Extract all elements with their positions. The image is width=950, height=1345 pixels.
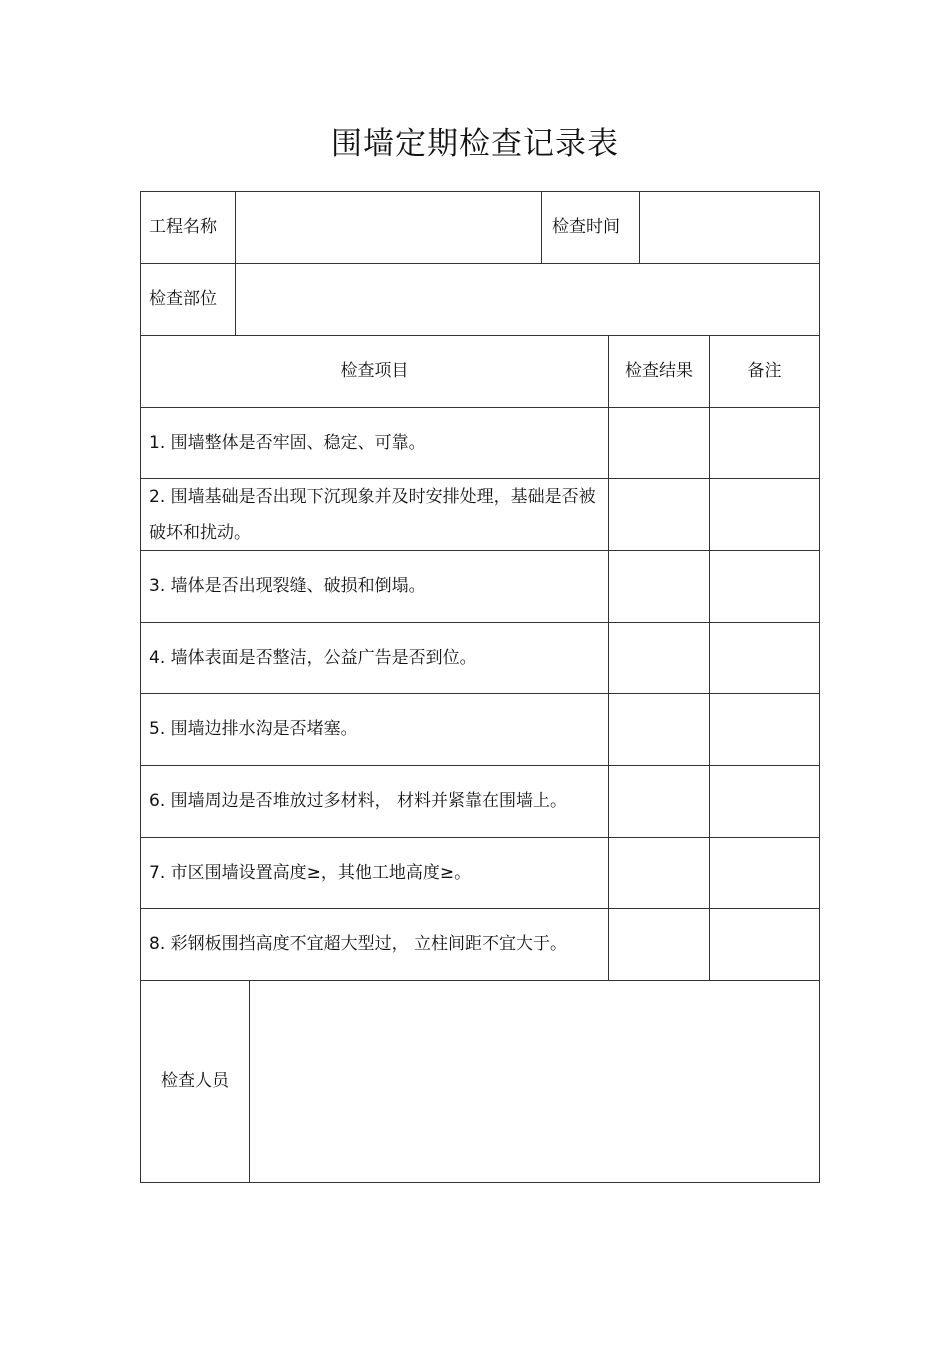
check-remark-4[interactable] — [709, 622, 820, 694]
check-remark-8[interactable] — [709, 908, 820, 981]
check-item-7: 7. 市区围墙设置高度≥，其他工地高度≥。 — [140, 837, 609, 909]
check-location-field[interactable] — [235, 263, 820, 336]
project-name-field[interactable] — [235, 191, 542, 264]
check-item-3: 3. 墙体是否出现裂缝、破损和倒塌。 — [140, 550, 609, 623]
inspector-field[interactable] — [249, 980, 820, 1183]
check-item-6: 6. 围墙周边是否堆放过多材料， 材料并紧靠在围墙上。 — [140, 765, 609, 838]
check-remark-5[interactable] — [709, 693, 820, 766]
inspector-label: 检查人员 — [140, 980, 250, 1183]
check-item-5: 5. 围墙边排水沟是否堵塞。 — [140, 693, 609, 766]
column-header-result: 检查结果 — [608, 335, 710, 408]
check-location-label: 检查部位 — [140, 263, 236, 336]
check-result-8[interactable] — [608, 908, 710, 981]
check-item-4: 4. 墙体表面是否整洁，公益广告是否到位。 — [140, 622, 609, 694]
check-remark-6[interactable] — [709, 765, 820, 838]
check-result-2[interactable] — [608, 478, 710, 551]
check-remark-2[interactable] — [709, 478, 820, 551]
check-result-3[interactable] — [608, 550, 710, 623]
check-remark-3[interactable] — [709, 550, 820, 623]
check-remark-1[interactable] — [709, 407, 820, 479]
check-result-1[interactable] — [608, 407, 710, 479]
check-item-2: 2. 围墙基础是否出现下沉现象并及时安排处理，基础是否被破坏和扰动。 — [140, 478, 609, 551]
page-title: 围墙定期检查记录表 — [331, 126, 619, 162]
check-item-8: 8. 彩钢板围挡高度不宜超大型过， 立柱间距不宜大于。 — [140, 908, 609, 981]
check-result-5[interactable] — [608, 693, 710, 766]
project-name-label: 工程名称 — [140, 191, 236, 264]
column-header-remark: 备注 — [709, 335, 820, 408]
check-remark-7[interactable] — [709, 837, 820, 909]
check-time-label: 检查时间 — [541, 191, 640, 264]
check-result-4[interactable] — [608, 622, 710, 694]
check-result-6[interactable] — [608, 765, 710, 838]
check-time-field[interactable] — [639, 191, 820, 264]
check-item-1: 1. 围墙整体是否牢固、稳定、可靠。 — [140, 407, 609, 479]
check-result-7[interactable] — [608, 837, 710, 909]
column-header-item: 检查项目 — [140, 335, 609, 408]
